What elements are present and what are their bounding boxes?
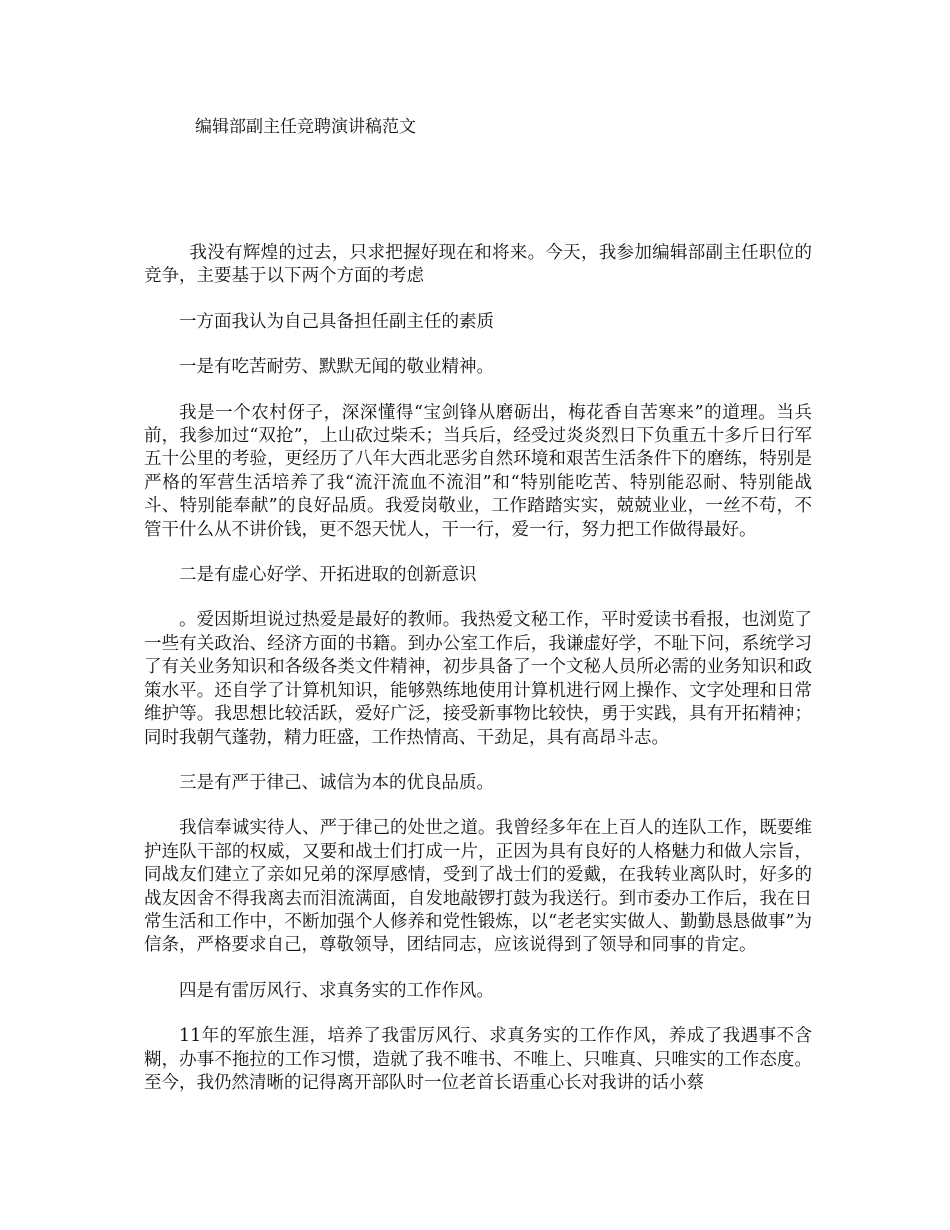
point-heading-1: 一是有吃苦耐劳、默默无闻的敬业精神。 bbox=[179, 357, 494, 378]
paragraph-point-2: 。爱因斯坦说过热爱是最好的教师。我热爱文秘工作，平时爱读书看报，也浏览了一些有关政治、经济方面的书籍。到办公室工作后，我谦虚好学，不耻下问，系统学习了有关业务知识和各级各类文件精神，初步具备了一个文秘人员所必需的业务知识和政策水平。还自学了计算机知识，能够熟练地使用计算机进行网上操作、文字处理和日常维护等。我思想比较活跃，爱好广泛，接受新事物比较快，勇于实践，具有开拓精神；同时我朝气蓬勃，精力旺盛，工作热情高、干劲足，具有高昂斗志。 bbox=[144, 610, 812, 748]
paragraph-intro: 我没有辉煌的过去，只求把握好现在和将来。今天，我参加编辑部副主任职位的竞争，主要基于以下两个方面的考虑 bbox=[144, 243, 812, 287]
point-heading-3: 三是有严于律己、诚信为本的优良品质。 bbox=[179, 772, 494, 793]
section-heading-aspect-one: 一方面我认为自己具备担任副主任的素质 bbox=[179, 311, 494, 332]
paragraph-point-1: 我是一个农村伢子，深深懂得“宝剑锋从磨砺出，梅花香自苦寒来”的道理。当兵前，我参加过“双抢”，上山砍过柴禾；当兵后，经受过炎炎烈日下负重五十多斤日行军五十公里的考验，更经历了八年大西北恶劣自然环境和艰苦生活条件下的磨练，特别是严格的军营生活培养了我“流汗流血不流泪”和“特别能吃苦、特别能忍耐、特别能战斗、特别能奉献”的良好品质。我爱岗敬业，工作踏踏实实，兢兢业业，一丝不苟，不管干什么从不讲价钱，更不怨天忧人，干一行，爱一行，努力把工作做得最好。 bbox=[144, 402, 812, 540]
point-heading-2: 二是有虚心好学、开拓进取的创新意识 bbox=[179, 565, 477, 586]
paragraph-point-3: 我信奉诚实待人、严于律己的处世之道。我曾经多年在上百人的连队工作，既要维护连队干部的权威，又要和战士们打成一片，正因为具有良好的人格魅力和做人宗旨，同战友们建立了亲如兄弟的深厚感情，受到了战士们的爱戴，在我转业离队时，好多的战友因舍不得我离去而泪流满面，自发地敲锣打鼓为我送行。到市委办工作后，我在日常生活和工作中，不断加强个人修养和党性锻炼，以“老老实实做人、勤勤恳恳做事”为信条，严格要求自己，尊敬领导，团结同志，应该说得到了领导和同事的肯定。 bbox=[144, 818, 812, 956]
document-body bbox=[144, 242, 812, 1117]
document-title: 编辑部副主任竞聘演讲稿范文 bbox=[195, 117, 416, 137]
point-heading-4: 四是有雷厉风行、求真务实的工作作风。 bbox=[179, 980, 494, 1001]
paragraph-point-4: 11年的军旅生涯，培养了我雷厉风行、求真务实的工作作风，养成了我遇事不含糊，办事不拖拉的工作习惯，造就了我不唯书、不唯上、只唯真、只唯实的工作态度。至今，我仍然清晰的记得离开部队时一位老首长语重心长对我讲的话小蔡 bbox=[144, 1026, 812, 1093]
